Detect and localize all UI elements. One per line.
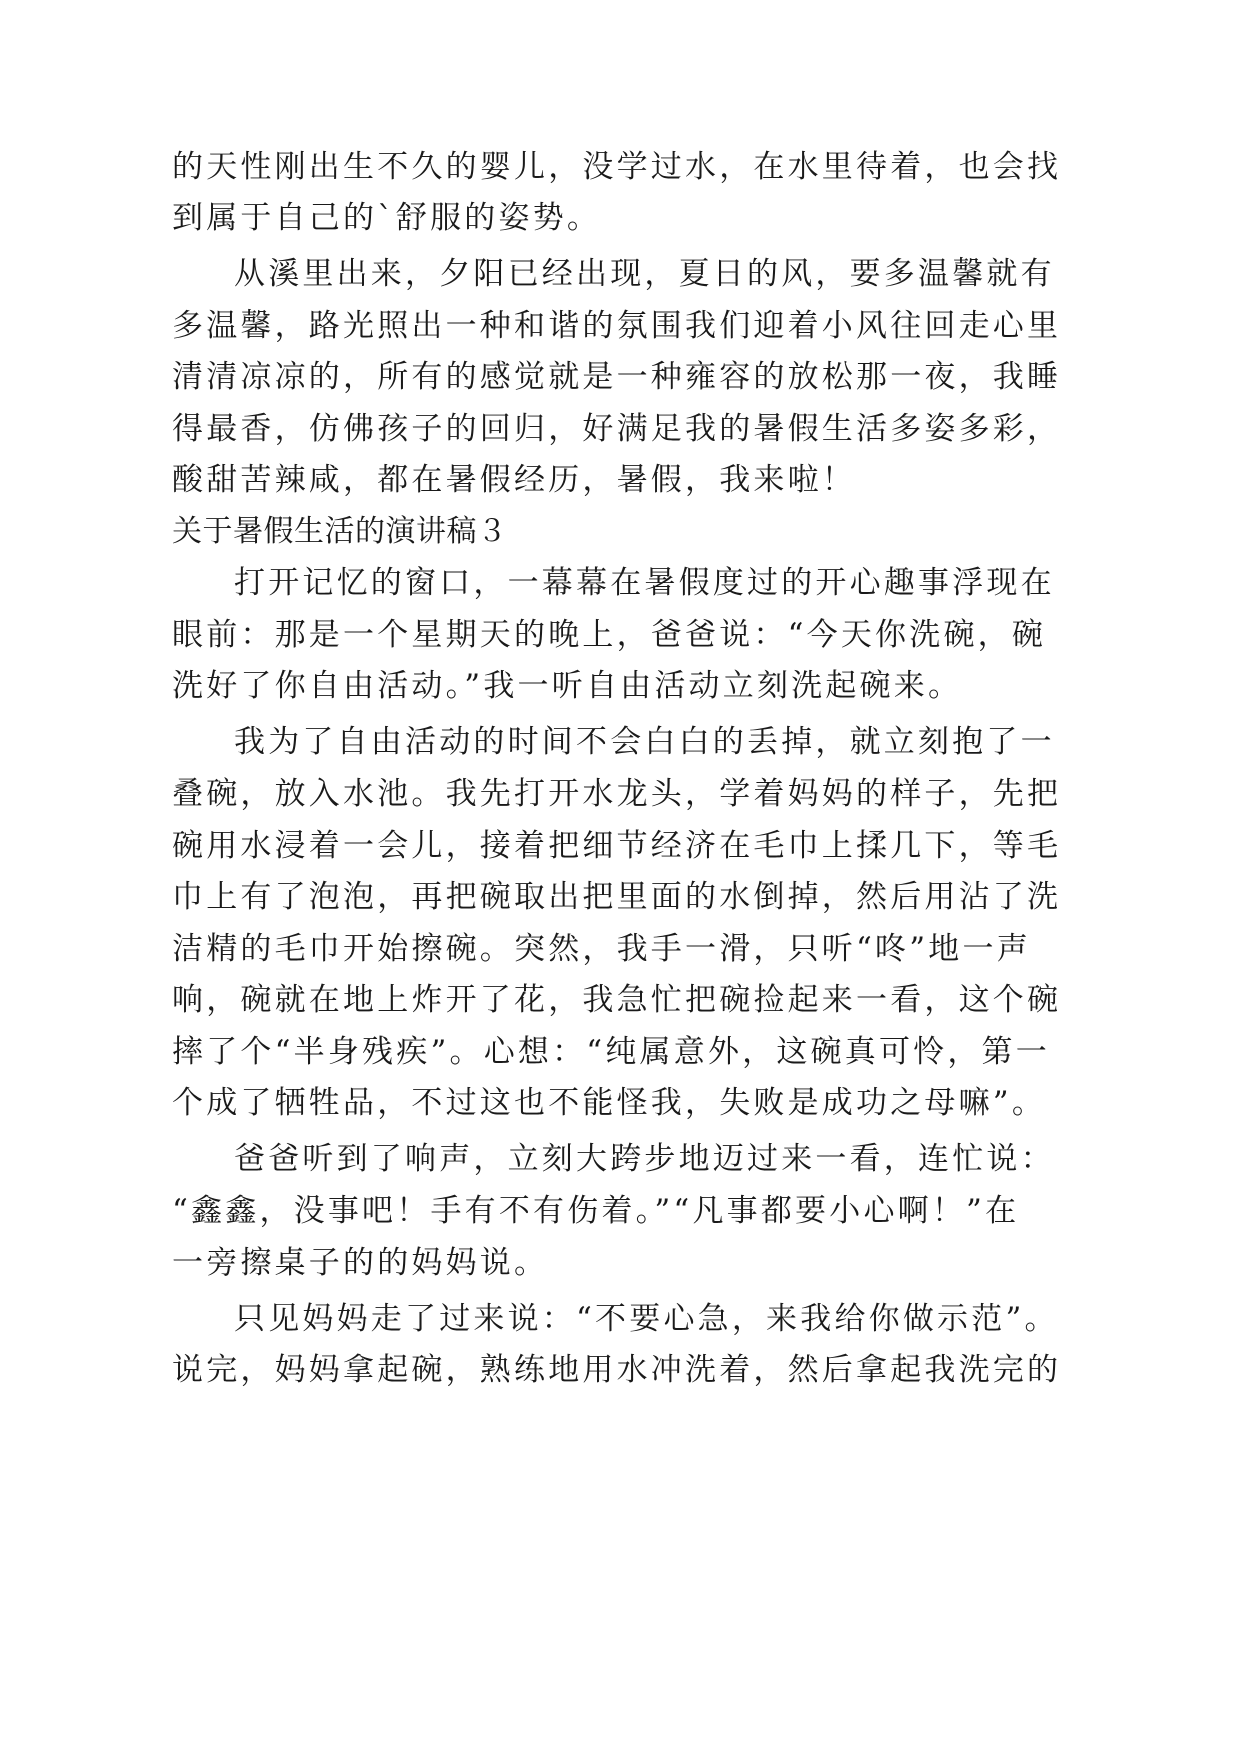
section-heading: 关于暑假生活的演讲稿３ [172,514,508,549]
text-line: 的天性刚出生不久的婴儿，没学过水，在水里待着，也会找 [172,149,1062,185]
text-line: 只见妈妈走了过来说：“不要心急，来我给你做示范”。 [234,1301,1059,1337]
text-line: 眼前：那是一个星期天的晚上，爸爸说：“今天你洗碗，碗 [172,617,1047,653]
text-line: 巾上有了泡泡，再把碗取出把里面的水倒掉，然后用沾了洗 [172,879,1062,915]
text-line: “鑫鑫，没事吧！手有不有伤着。”“凡事都要小心啊！”在 [172,1193,1020,1229]
text-line: 多温馨，路光照出一种和谐的氛围我们迎着小风往回走心里 [172,308,1062,344]
text-line: 响，碗就在地上炸开了花，我急忙把碗捡起来一看，这个碗 [172,982,1062,1018]
text-line: 酸甜苦辣咸，都在暑假经历，暑假，我来啦！ [172,462,856,498]
text-line: 到属于自己的`舒服的姿势。 [172,200,602,236]
text-line: 打开记忆的窗口，一幕幕在暑假度过的开心趣事浮现在 [234,565,1055,601]
text-line: 得最香，仿佛孩子的回归，好满足我的暑假生活多姿多彩， [172,411,1062,447]
text-line: 叠碗，放入水池。我先打开水龙头，学着妈妈的样子，先把 [172,776,1062,812]
text-line: 从溪里出来，夕阳已经出现，夏日的风，要多温馨就有 [234,256,1055,292]
text-line: 个成了牺牲品，不过这也不能怪我，失败是成功之母嘛”。 [172,1085,1047,1121]
text-line: 说完，妈妈拿起碗，熟练地用水冲洗着，然后拿起我洗完的 [172,1352,1062,1388]
text-line: 洗好了你自由活动。”我一听自由活动立刻洗起碗来。 [172,668,963,704]
text-line: 爸爸听到了响声，立刻大跨步地迈过来一看，连忙说： [234,1141,1055,1177]
text-line: 清清凉凉的，所有的感觉就是一种雍容的放松那一夜，我睡 [172,359,1062,395]
text-line: 一旁擦桌子的的妈妈说。 [172,1245,549,1281]
text-line: 我为了自由活动的时间不会白白的丢掉，就立刻抱了一 [234,724,1055,760]
text-line: 碗用水浸着一会儿，接着把细节经济在毛巾上揉几下，等毛 [172,828,1062,864]
text-line: 摔了个“半身残疾”。心想：“纯属意外，这碗真可怜，第一 [172,1034,1050,1070]
text-line: 洁精的毛巾开始擦碗。突然，我手一滑，只听“咚”地一声 [172,931,1031,967]
